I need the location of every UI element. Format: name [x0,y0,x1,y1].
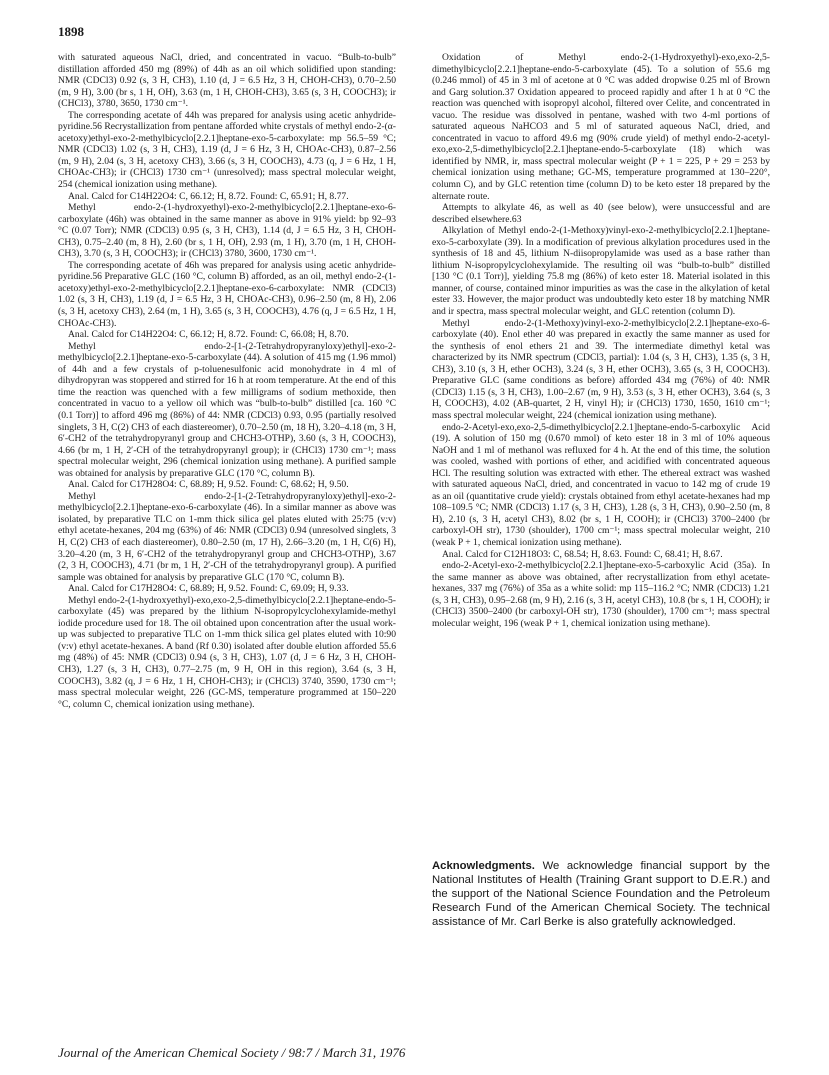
paragraph: The corresponding acetate of 44h was prepared for analysis using acetic anhydride-pyridine.56 Recrystallization from pentane afforded white crystals of methyl endo-2-(α-acetoxy)ethyl-exo-2-methylbicyclo[2.2.1]heptane-exo-5-carboxylate: mp 56.5–59 °C; NMR (CDCl3) 1.02 (s, 3 H, CH3), 1.19 (d, J = 6 Hz, 3 H, CHOAc-CH3), 0.87–2.56 (m, 9 H), 2.04 (s, 3 H, acetoxy CH3), 3.66 (s, 3 H, COOCH3), 4.73 (q, J = 6 Hz, 1 H, CHOAc-CH3); ir (CHCl3) 1730 cm⁻¹ (unresolved); mass spectral molecular weight, 254 (chemical ionization using methane). [58,109,396,191]
acknowledgments-heading: Acknowledgments. [432,860,535,872]
paragraph: with saturated aqueous NaCl, dried, and concentrated in vacuo. “Bulb-to-bulb” distillation afforded 450 mg (89%) of 44h as an oil which solidified upon standing: NMR (CDCl3) 0.92 (s, 3 H, CH3), 1.10 (d, J = 6.5 Hz, 3 H, CHOH-CH3), 0.70–2.50 (m, 9 H), 3.00 (br s, 1 H, OH), 3.63 (m, 1 H, CHOH-CH3), 3.65 (s, 3 H, COOCH3); ir (CHCl3), 3780, 3650, 1730 cm⁻¹. [58,52,396,110]
paragraph: Anal. Calcd for C17H28O4: C, 68.89; H, 9.52. Found: C, 68.62; H, 9.50. [68,479,349,491]
paragraph: Anal. Calcd for C17H28O4: C, 68.89; H, 9.52. Found: C, 69.09; H, 9.33. [68,583,349,595]
paragraph: endo-2-Acetyl-exo,exo-2,5-dimethylbicyclo[2.2.1]heptane-endo-5-carboxylic Acid (19). A solution of 150 mg (0.670 mmol) of keto ester 18 in 3 ml of 10% aqueous NaOH and 1 ml of methanol was refluxed for 4 h. At the end of this time, the solution was cooled, washed with portions of ether, and acidified with concentrated aqueous HCl. The resulting solution was extracted with ether. The ethereal extract was washed with saturated aqueous NaCl, dried, and concentrated in vacuo to 142 mg of crude 19 as an oil (quantitative crude yield): crystals obtained from ethyl acetate-hexanes had mp 108–109.5 °C; NMR (CDCl3) 1.17 (s, 3 H, CH3), 1.28 (s, 3 H, CH3), 0.90–2.50 (m, 8 H), 2.10 (s, 3 H, acetyl CH3), 8.02 (br s, 1 H, COOH); ir (CHCl3) 3700–2400 (br carboxyl-OH str), 1730 (shoulder), 1700 cm⁻¹; mass spectral molecular weight, 210 (weak P + 1, chemical ionization using methane). [432,421,770,548]
paragraph: The corresponding acetate of 46h was prepared for analysis using acetic anhydride-pyridine.56 Preparative GLC (160 °C, column B) afforded, as an oil, methyl endo-2-(1-acetoxy)ethyl-exo-2-methylbicyclo[2.2.1]heptane-exo-6-carboxylate: NMR (CDCl3) 1.02 (s, 3 H, CH3), 1.19 (d, J = 6.5 Hz, 3 H, CHOAc-CH3), 0.96–2.50 (m, 8 H), 2.06 (s, 3 H, acetoxy CH3), 2.64 (m, 1 H), 3.65 (s, 3 H, COOCH3), 4.76 (q, J = 6.5 Hz, 1 H, CHOAc-CH3). [58,259,396,329]
paragraph: Methyl endo-2-(1-hydroxyethyl)-exo-2-methylbicyclo[2.2.1]heptane-exo-6-carboxylate (46h) was obtained in the same manner as above in 91% yield: bp 92–93 °C (0.07 Torr); NMR (CDCl3) 0.95 (s, 3 H, CH3), 1.14 (d, J = 6.5 Hz, 3 H, CHOH-CH3), 0.75–2.40 (m, 8 H), 2.60 (br s, 1 H, OH), 2.93 (m, 1 H), 3.70 (m, 1 H, CHOH-CH3), 3.70 (s, 3 H, COOCH3); ir (CHCl3) 3780, 3600, 1730 cm⁻¹. [58,202,396,260]
paragraph: Anal. Calcd for C12H18O3: C, 68.54; H, 8.63. Found: C, 68.41; H, 8.67. [442,548,723,560]
paragraph: Alkylation of Methyl endo-2-(1-Methoxy)vinyl-exo-2-methylbicyclo[2.2.1]heptane-exo-5-carboxylate (39). In a modification of previous alkylation procedures used in the synthesis of 18 and 45, lithium N-diisopropylamide was used as a base rather than lithium N-isopropylcyclohexylamide. The resulting oil was “bulb-to-bulb” distilled [130 °C (0.1 Torr)], yielding 75.8 mg (86%) of keto ester 18. Material isolated in this manner, of course, contained minor impurities as was the case in the alkylation of ketal ester 33. However, the major product was undoubtedly keto ester 18 by matching NMR and ir spectra, mass spectral molecular weight, and GLC retention (column D). [432,225,770,318]
right-column [432,52,770,629]
paragraph: Attempts to alkylate 46, as well as 40 (see below), were unsuccessful and are described elsewhere.63 [432,202,770,225]
journal-citation-footer: Journal of the American Chemical Society / 98:7 / March 31, 1976 [58,1045,406,1060]
acknowledgments-section [432,860,770,930]
paragraph: Oxidation of Methyl endo-2-(1-Hydroxyethyl)-exo,exo-2,5-dimethylbicyclo[2.2.1]heptane-endo-5-carboxylate (45). To a solution of 55.6 mg (0.246 mmol) of 45 in 3 ml of acetone at 0 °C was added dropwise 0.25 ml of Brown and Garg solution.37 Oxidation appeared to proceed rapidly and after 1 h at 0 °C the reaction was quenched with isopropyl alcohol, filtered over Celite, and concentrated in vacuo. The residue was dissolved in pentane, washed with two 4-ml portions of saturated aqueous NaHCO3 and 5 ml of saturated aqueous NaCl, dried, and concentrated in vacuo to afford 49.6 mg (90% crude yield) of methyl endo-2-acetyl-exo,exo-2,5-dimethylbicyclo[2.2.1]heptane-endo-5-carboxylate (18) which was identified by NMR, ir, mass spectral molecular weight (P + 1 = 225, P + 29 = 253 by chemical ionization using methane; GC-MS, temperature programmed at 130–220°, column C), and by GLC retention time (column D) to be keto ester 18 prepared by the alternate route. [432,52,770,202]
acknowledgments-text: We acknowledge financial support by the National Institutes of Health (Training Grant support to D.E.R.) and the support of the National Science Foundation and the Petroleum Research Fund of the American Chemical Society. The technical assistance of Mr. Carl Berke is also gratefully acknowledged. [432,860,770,928]
paragraph: Anal. Calcd for C14H22O4: C, 66.12; H, 8.72. Found: C, 66.08; H, 8.70. [68,329,349,341]
left-column [58,52,396,710]
paragraph: endo-2-Acetyl-exo-2-methylbicyclo[2.2.1]heptane-exo-5-carboxylic Acid (35a). In the same manner as above was obtained, after recrystallization from ethyl acetate-hexanes, 337 mg (76%) of 35a as a white solid: mp 115–116.2 °C; NMR (CDCl3) 1.21 (s, 3 H, CH3), 0.95–2.68 (m, 9 H), 2.16 (s, 3 H, acetyl CH3), 10.8 (br s, 1 H, COOH); ir (CHCl3) 3500–2400 (br carboxyl-OH str), 1730 (shoulder), 1700 cm⁻¹; mass spectral molecular weight, 196 (weak P + 1, chemical ionization using methane). [432,560,770,629]
paragraph: Methyl endo-2-[1-(2-Tetrahydropyranyloxy)ethyl]-exo-2-methylbicyclo[2.2.1]heptane-exo-6-carboxylate (46). In a similar manner as above was isolated, by preparative TLC on 1-mm thick silica gel plates eluted with 25:75 (v:v) ethyl acetate-hexanes, 204 mg (63%) of 46: NMR (CDCl3) 0.94 (unresolved singlets, 3 H, C(2) CH3 of each diastereomer), 0.80–2.50 (m, 17 H), 2.66–3.20 (m, 1 H, C(6) H), 3.20–4.20 (m, 3 H, 6′-CH2 of the tetrahydropyranyl group and CHCH3-OTHP), 3.67 (2, 3 H, COOCH3), 4.71 (br m, 1 H, 2′-CH of the tetrahydropyranyl group). A purified sample was obtained for analysis by preparative GLC (170 °C, column B). [58,490,396,583]
page-number: 1898 [58,24,84,39]
paragraph: Methyl endo-2-(1-hydroxyethyl)-exo,exo-2,5-dimethylbicyclo[2.2.1]heptane-endo-5-carboxylate (45) was prepared by the lithium N-isopropylcyclohexylamide-methyl iodide procedure used for 18. The oil obtained upon concentration after the usual work-up was subjected to preparative TLC on 1-mm thick silica gel plates eluted with 10:90 (v:v) ethyl acetate-hexanes. A band (Rf 0.30) isolated after double elution afforded 55.6 mg (48%) of 45: NMR (CDCl3) 0.94 (s, 3 H, CH3), 1.07 (d, J = 6 Hz, 3 H, CHOH-CH3), 1.27 (s, 3 H, CH3), 0.77–2.75 (m, 9 H, OH in this region), 3.64 (s, 3 H, COOCH3), 3.82 (q, J = 6 Hz, 1 H, CHOH-CH3); ir (CHCl3) 3740, 3590, 1730 cm⁻¹; mass spectral molecular weight, 226 (GC-MS, temperature programmed at 150–220 °C, column C, chemical ionization using methane). [58,594,396,710]
paragraph: Methyl endo-2-(1-Methoxy)vinyl-exo-2-methylbicyclo[2.2.1]heptane-exo-6-carboxylate (40). Enol ether 40 was prepared in exactly the same manner as used for the synthesis of enol ethers 21 and 39. The intermediate dimethyl ketal was characterized by its NMR spectrum (CDCl3, partial): 1.04 (s, 3 H, CH3), 1.35 (s, 3 H, CH3), 3.10 (s, 3 H, ether OCH3), 3.24 (s, 3 H, ether OCH3), 3.65 (s, 3 H, COOCH3). Preparative GLC (same conditions as before) afforded 434 mg (76%) of 40: NMR (CDCl3) 1.15 (s, 3 H, CH3), 1.00–2.67 (m, 9 H), 3.53 (s, 3 H, ether OCH3), 3.64 (s, 3 H, COOCH3), 4.02 (AB-quartet, 2 H, vinyl H); ir (CHCl3) 1730, 1650, 1610 cm⁻¹; mass spectral molecular weight, 224 (chemical ionization using methane). [432,317,770,421]
paragraph: Methyl endo-2-[1-(2-Tetrahydropyranyloxy)ethyl]-exo-2-methylbicyclo[2.2.1]heptane-exo-5-carboxylate (44). A solution of 415 mg (1.96 mmol) of 44h and a few crystals of p-toluenesulfonic acid monohydrate in 4 ml of dihydropyran was stoppered and stirred for 16 h at room temperature. At the end of this time the reaction was quenched with a few milligrams of sodium methoxide, then concentrated in vacuo to a yellow oil which was “bulb-to-bulb” distilled [ca. 160 °C (0.1 Torr)] to afford 496 mg (86%) of 44: NMR (CDCl3) 0.93, 0.95 (partially resolved singlets, 3 H, C(2) CH3 of each diastereomer), 0.70–2.50 (m, 18 H), 3.20–4.18 (m, 3 H, 6′-CH2 of the tetrahydropyranyl group and CHCH3-OTHP), 3.60 (s, 3 H, COOCH3), 4.66 (br m, 1 H, 2′-CH of the tetrahydropyranyl group); ir (CHCl3) 1730 cm⁻¹; mass spectral molecular weight, 296 (chemical ionization using methane). A purified sample was obtained for analysis by preparative GLC (170 °C, column B). [58,340,396,479]
paragraph: Anal. Calcd for C14H22O4: C, 66.12; H, 8.72. Found: C, 65.91; H, 8.77. [68,190,349,202]
